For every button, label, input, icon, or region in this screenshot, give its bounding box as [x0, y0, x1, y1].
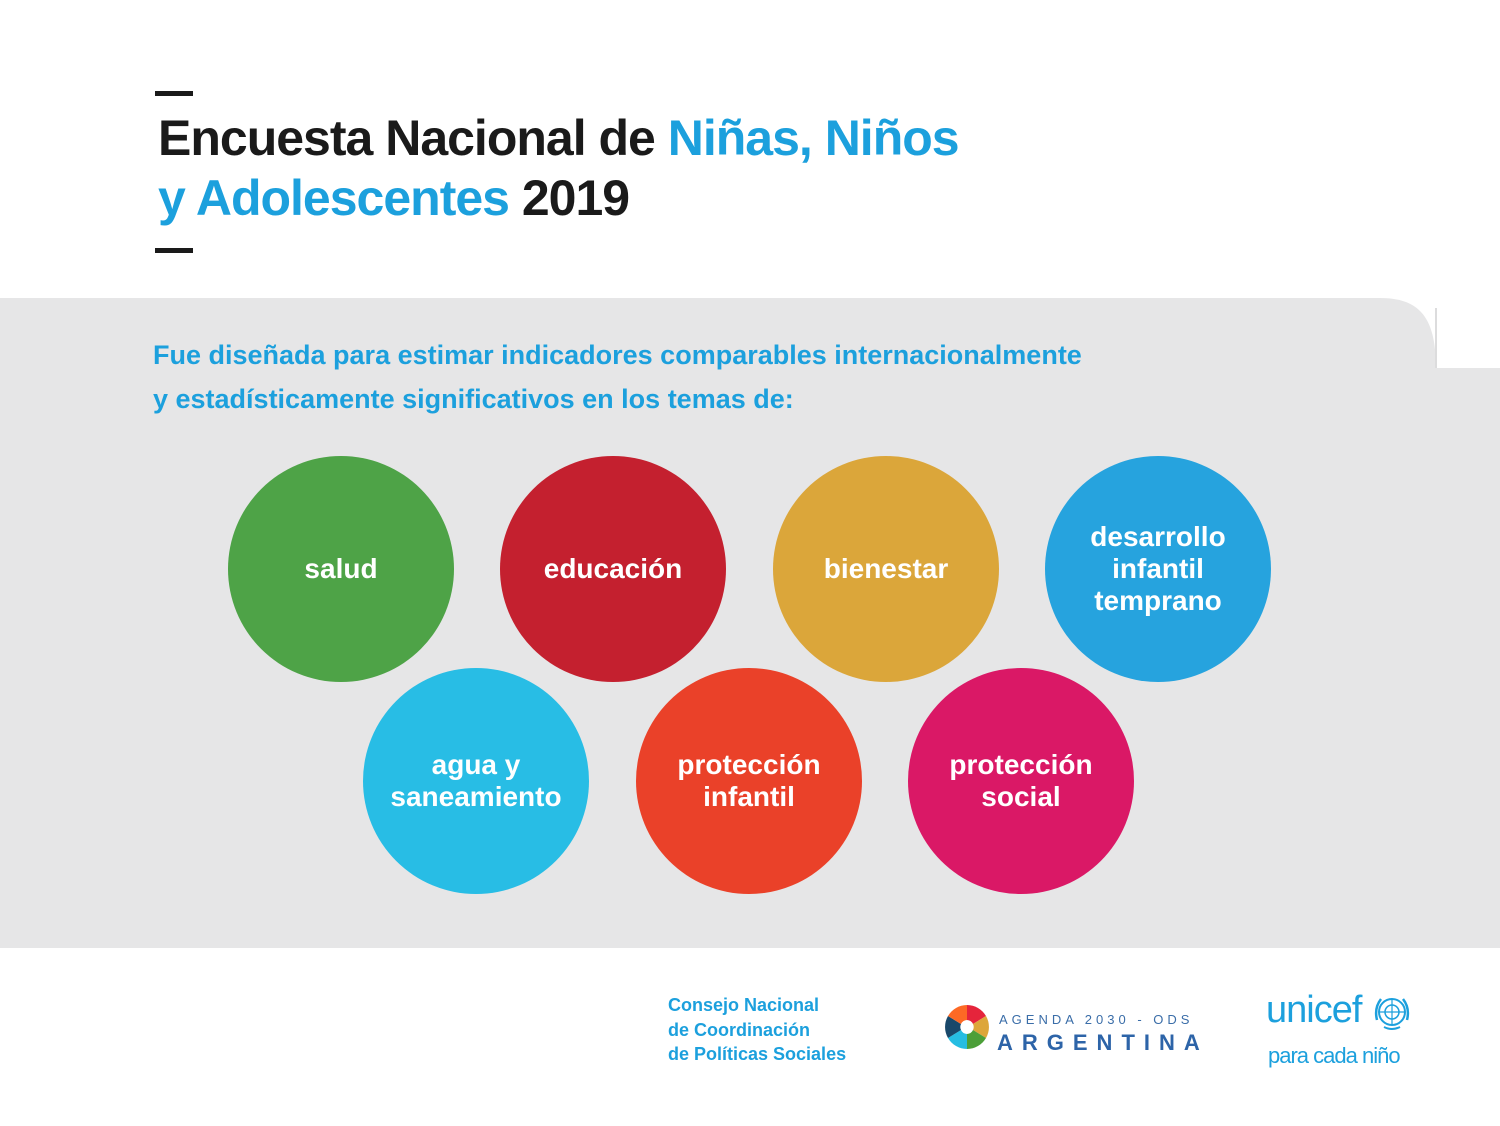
title-dash-bottom — [155, 248, 193, 253]
topic-desarrollo-infantil: desarrollo infantil temprano — [1045, 456, 1271, 682]
title-dash-top — [155, 91, 193, 96]
topic-proteccion-social: protección social — [908, 668, 1134, 894]
unicef-tagline: para cada niño — [1268, 1043, 1400, 1068]
agenda-caption: AGENDA 2030 - ODS — [999, 1012, 1194, 1027]
intro-text: Fue diseñada para estimar indicadores comparables internacionalmente y estadísticamente significativos en los temas de: — [153, 340, 1082, 414]
agenda-country: ARGENTINA — [997, 1030, 1209, 1055]
panel-corner-decoration — [1300, 298, 1500, 368]
topic-bienestar: bienestar — [773, 456, 999, 682]
page-title: Encuesta Nacional de Niñas, Niños y Adolescentes 2019 — [158, 110, 959, 226]
agenda-2030-icon — [944, 1004, 990, 1050]
topic-proteccion-infantil: protección infantil — [636, 668, 862, 894]
consejo-logo-text: Consejo Nacional de Coordinación de Políticas Sociales — [668, 995, 847, 1064]
unicef-wordmark: unicef — [1266, 989, 1362, 1031]
topic-salud: salud — [228, 456, 454, 682]
unicef-emblem-icon — [1372, 992, 1412, 1032]
topic-agua-saneamiento: agua y saneamiento — [363, 668, 589, 894]
topic-educacion: educación — [500, 456, 726, 682]
